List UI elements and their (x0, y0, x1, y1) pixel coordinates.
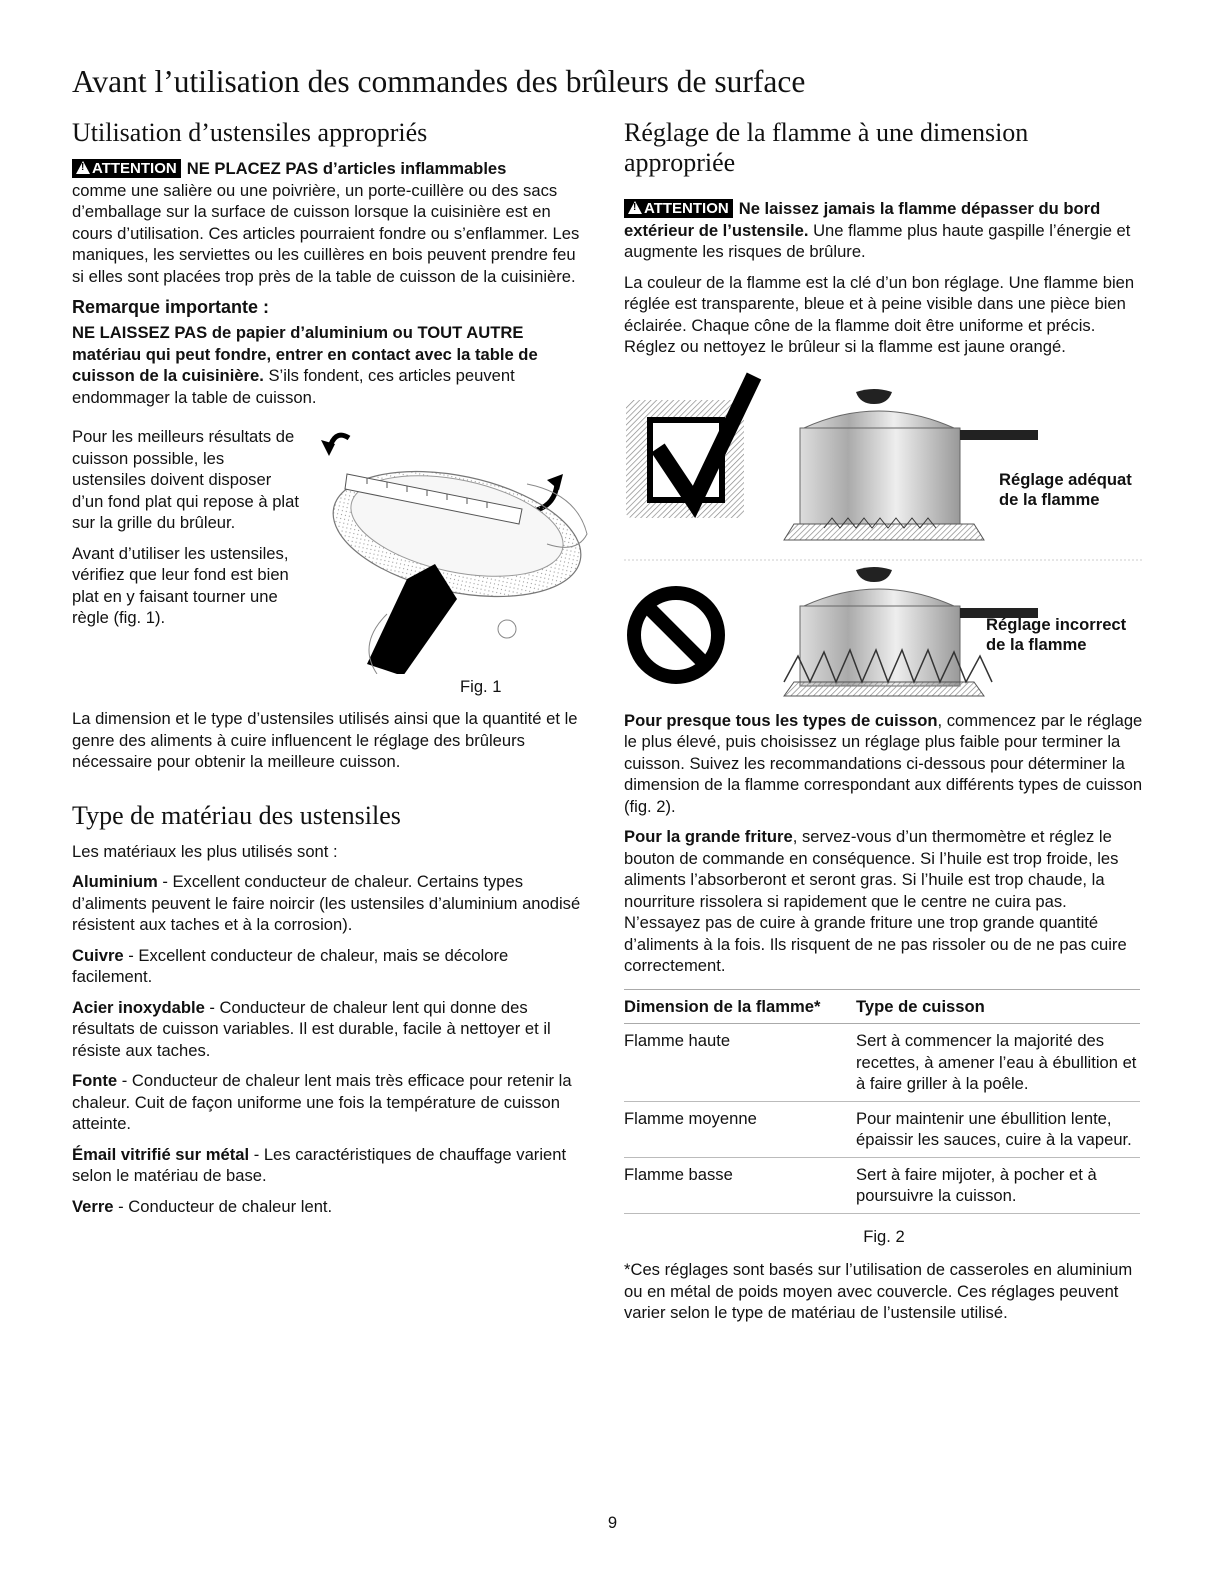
fig-para-1: Pour les meilleurs résultats de cuisson possible, les ustensiles doivent disposer d’un fond plat qui repose à plat sur la grille du brûleur. (72, 427, 299, 532)
section-heading-materials: Type de matériau des ustensiles (72, 800, 401, 830)
warning-flame (624, 198, 1144, 263)
flame-size-table (624, 989, 1140, 1214)
table-cell: Sert à faire mijoter, à pocher et à poursuivre la cuisson. (856, 1157, 1140, 1213)
warning-flammables (72, 158, 590, 287)
attention-badge: !ATTENTION (72, 159, 181, 178)
ruler-on-pan-illustration (307, 414, 597, 674)
table-cell: Sert à commencer la majorité des recettes, à amener l’eau à ébullition et à faire griller à la poêle. (856, 1024, 1140, 1102)
flame-illustrations (624, 370, 1144, 700)
material-item: Verre - Conducteur de chaleur lent. (72, 1196, 333, 1216)
note-heading: Remarque importante : (72, 297, 270, 317)
right-column (624, 118, 1144, 1333)
figure-1-caption: Fig. 1 (460, 677, 502, 696)
figure-1-text (72, 426, 302, 629)
rotate-arrow-icon (331, 435, 349, 444)
figure-2-caption: Fig. 2 (863, 1226, 905, 1246)
table-cell: Flamme basse (624, 1157, 856, 1213)
footnote: *Ces réglages sont basés sur l’utilisation de casseroles en aluminium ou en métal de poids moyen avec couvercle. Ces réglages peuvent varier selon le type de matériau de l’ustensile utilisé. (624, 1260, 1133, 1322)
note-text: S’ils fondent, ces articles peuvent endommager la table de cuisson. (72, 366, 515, 407)
fig-para-2: Avant d’utiliser les ustensiles, vérifiez que leur fond est bien plat en y faisant tourner une règle (fig. 1). (72, 543, 289, 627)
figure-1-block (72, 426, 590, 706)
material-item: Émail vitrifié sur métal - Les caractéristiques de chauffage varient selon le matériau de base. (72, 1144, 567, 1185)
cooking-paragraph-1: Pour presque tous les types de cuisson, commencez par le réglage le plus élevé, puis choisissez un réglage plus faible pour terminer la cuisson. Suivez les recommandations ci-dessous pour déterminer la dimension de la flamme correspondant aux différents types de cuisson (fig. 2). (624, 710, 1143, 816)
label-good-flame: Réglage adéquat de la flamme (999, 469, 1132, 509)
section-heading-utensils: Utilisation d’ustensiles appropriés (72, 118, 428, 147)
table-row (624, 1101, 1140, 1157)
warning-text: comme une salière ou une poivrière, un porte-cuillère ou des sacs d’emballage sur la surface de cuisson lorsque la cuisinière est en cours d’utilisation. Ces articles pourraient fondre ou s’enflammer. Les maniques, les serviettes ou les cuillères en bois peuvent prendre feu si elles sont placées trop près de la table de cuisson de la cuisinière. (72, 180, 580, 286)
table-row (624, 1024, 1140, 1102)
warning-triangle-icon (628, 201, 642, 214)
material-item: Acier inoxydable - Conducteur de chaleur lent qui donne des résultats de cuisson variables. Il est durable, facile à nettoyer et il résiste aux taches. (72, 997, 551, 1060)
flame-color-paragraph: La couleur de la flamme est la clé d’un bon réglage. Une flamme bien réglée est transparente, bleue et à peine visible dans une pièce bien éclairée. Chaque cône de la flamme doit être uniforme et précis. Réglez ou nettoyez le brûleur si la flamme est jaune orangé. (624, 272, 1135, 356)
dimension-paragraph: La dimension et le type d’ustensiles utilisés ainsi que la quantité et le genre des aliments à cuire influencent le réglage des brûleurs nécessaire pour obtenir la meilleure cuisson. (72, 709, 578, 771)
note-paragraph (72, 322, 590, 408)
note-bold: NE LAISSEZ PAS de papier d’aluminium ou TOUT AUTRE matériau qui peut fondre, entrer en contact avec la table de cuisson de la cuisinière. (72, 323, 538, 385)
section-heading-flame: Réglage de la flamme à une dimension appropriée (624, 118, 1029, 177)
warning-text: Une flamme plus haute gaspille l’énergie et augmente les risques de brûlure. (624, 220, 1131, 261)
page-title: Avant l’utilisation des commandes des brûleurs de surface (72, 64, 806, 99)
material-item: Aluminium - Excellent conducteur de chaleur. Certains types d’aliments peuvent le faire noircir (les ustensiles d’aluminium anodisé résistent aux taches et à la corrosion). (72, 872, 581, 934)
table-header-cell: Dimension de la flamme* (624, 989, 856, 1024)
table-cell: Flamme moyenne (624, 1101, 856, 1157)
table-cell: Pour maintenir une ébullition lente, épaissir les sauces, cuire à la vapeur. (856, 1101, 1140, 1157)
table-cell: Flamme haute (624, 1024, 856, 1102)
warning-triangle-icon (76, 161, 90, 174)
label-bad-flame: Réglage incorrect de la flamme (986, 614, 1127, 654)
table-header-cell: Type de cuisson (856, 989, 1140, 1024)
warning-bold: Ne laissez jamais la flamme dépasser du bord extérieur de l’ustensile. (624, 199, 1101, 240)
left-column (72, 118, 590, 1226)
table-row (624, 1157, 1140, 1213)
materials-intro: Les matériaux les plus utilisés sont : (72, 841, 338, 861)
material-item: Cuivre - Excellent conducteur de chaleur, mais se décolore facilement. (72, 945, 509, 986)
warning-bold: NE PLACEZ PAS d’articles inflammables (186, 159, 507, 178)
page-number: 9 (607, 1513, 618, 1532)
cooking-paragraph-2: Pour la grande friture, servez-vous d’un thermomètre et réglez le bouton de commande en conséquence. Si l’huile est trop froide, les aliments l’absorberont et seront gras. Si l’huile est trop chaude, la nourriture rissolera si rapidement que le centre ne cuira pas. N’essayez pas de cuire à grande friture une trop grande quantité d’aliments à la fois. Ils risquent de ne pas rissoler ou de ne pas cuire correctement. (624, 827, 1127, 975)
material-item: Fonte - Conducteur de chaleur lent mais très efficace pour retenir la chaleur. Cuit de façon uniforme une fois la température de cuisson atteinte. (72, 1071, 572, 1133)
attention-badge: !ATTENTION (624, 199, 733, 218)
table-header-row (624, 989, 1140, 1024)
